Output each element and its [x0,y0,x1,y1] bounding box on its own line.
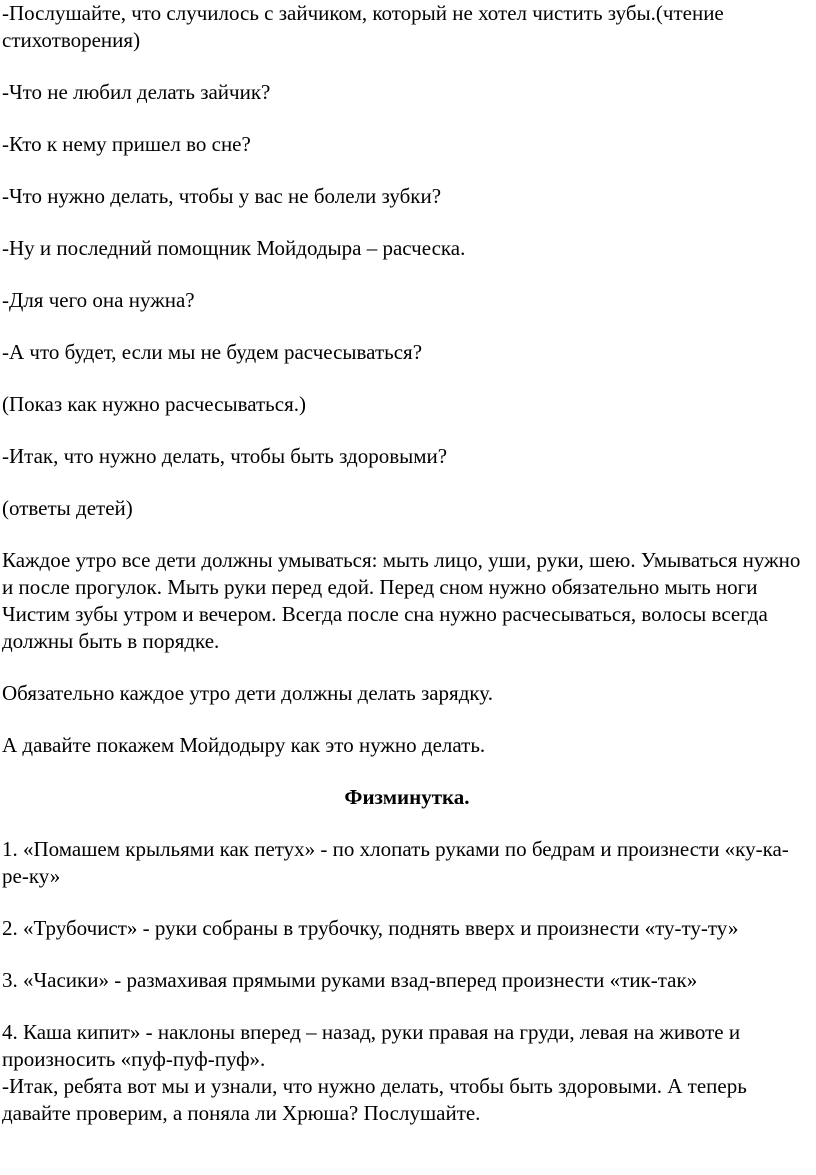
paragraph-closing: -Итак, ребята вот мы и узнали, что нужно делать, чтобы быть здоровыми. А теперь давайте проверим, а поняла ли Хрюша? Послушайте. [2,1074,747,1125]
paragraph-exercise: Обязательно каждое утро дети должны делать зарядку. [2,681,493,705]
paragraph-question-6: -Итак, что нужно делать, чтобы быть здоровыми? [2,444,448,468]
paragraph-demo: (Показ как нужно расчесываться.) [2,392,306,416]
paragraph-intro: -Послушайте, что случилось с зайчиком, который не хотел чистить зубы.(чтение стихотворения) [2,1,724,52]
section-heading: Физминутка. [344,785,470,809]
exercise-item-4: 4. Каша кипит» - наклоны вперед – назад, руки правая на груди, левая на животе и произносить «пуф-пуф-пуф». [2,1020,741,1071]
paragraph-answers: (ответы детей) [2,496,133,520]
paragraph-show: А давайте покажем Мойдодыру как это нужно делать. [2,733,486,757]
paragraph-question-2: -Кто к нему пришел во сне? [2,132,251,156]
exercise-item-1: 1. «Помашем крыльями как петух» - по хлопать руками по бедрам и произнести «ку-ка-ре-ку» [2,837,789,888]
paragraph-comb: -Ну и последний помощник Мойдодыра – расческа. [2,236,466,260]
paragraph-hygiene: Каждое утро все дети должны умываться: мыть лицо, уши, руки, шею. Умываться нужно и после прогулок. Мыть руки перед едой. Перед сном нужно обязательно мыть ноги Чистим зубы утром и вечером. Всегда после сна нужно расчесываться, волосы всегда должны быть в порядке. [2,548,801,653]
paragraph-question-5: -А что будет, если мы не будем расчесываться? [2,340,423,364]
paragraph-question-4: -Для чего она нужна? [2,288,195,312]
exercise-item-3: 3. «Часики» - размахивая прямыми руками взад-вперед произнести «тик-так» [2,968,698,992]
paragraph-question-3: -Что нужно делать, чтобы у вас не болели зубки? [2,184,442,208]
exercise-item-2: 2. «Трубочист» - руки собраны в трубочку, поднять вверх и произнести «ту-ту-ту» [2,916,739,940]
paragraph-question-1: -Что не любил делать зайчик? [2,80,271,104]
